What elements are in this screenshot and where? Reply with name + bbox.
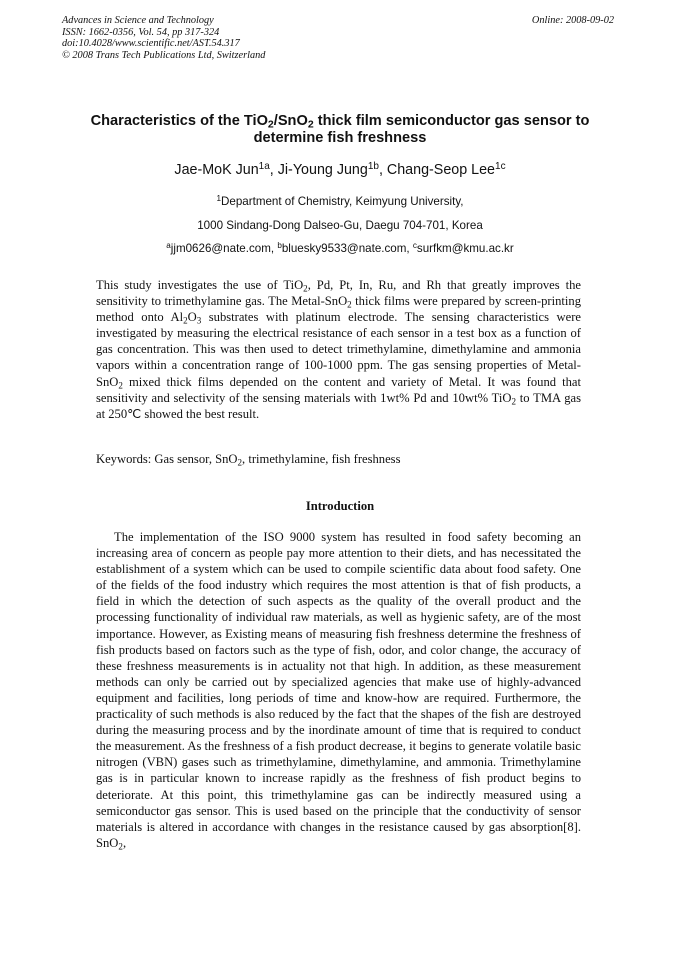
journal-doi: doi:10.4028/www.scientific.net/AST.54.317: [62, 38, 240, 50]
journal-name: Advances in Science and Technology: [62, 15, 214, 26]
keywords: Keywords: Gas sensor, SnO$_2$, trimethylamine, fish freshness: [96, 452, 401, 468]
author-name: Jae-MoK Jun: [174, 162, 259, 178]
email-link[interactable]: bluesky9533@nate.com: [281, 242, 407, 255]
journal-issn: ISSN: 1662-0356, Vol. 54, pp 317-324: [62, 26, 220, 38]
affiliation-line-1: $^1$Department of Chemistry, Keimyung University,: [216, 193, 464, 208]
abstract: This study investigates the use of TiO$_2$, Pd, Pt, In, Ru, and Rh that greatly improves the sensitivity to trimethylamine gas. The Metal-SnO$_2$ thick films were prepared by screen-printing method onto $Al_2O_3$ substrates with platinum electrode. The sensing characteristics were investigated by measuring the electrical resistance of each sensor in a test box as a function of gas concentration. This was then used to detect trimethylamine, dimethylamine and ammonia vapors within a concentration range of 100-1000 ppm. The gas sensing properties of Metal-SnO$_2$ mixed thick films depended on the content and variety of Metal. It was found that sensitivity and selectivity of the sensing materials with 1wt% Pd and 10wt% TiO$_2$ to TMA gas at 250℃ showed the best result.: [96, 278, 582, 421]
journal-copyright: © 2008 Trans Tech Publications Ltd, Switzerland: [62, 49, 266, 61]
author-name: Ji-Young Jung: [277, 162, 368, 178]
affiliation-line-2: 1000 Sindang-Dong Dalseo-Gu, Daegu 704-701, Korea: [197, 219, 483, 232]
journal-header: [62, 15, 265, 61]
author-emails: $^a$jjm0626@nate.com, $^b$bluesky9533@nate.com, $^c$surfkm@kmu.ac.kr: [166, 240, 514, 255]
author-list: Jae-MoK Jun$^{1a}$, Ji-Young Jung$^{1b}$, Chang-Seop Lee$^{1c}$: [174, 161, 506, 178]
online-date: Online: 2008-09-02: [531, 15, 614, 26]
section-heading-introduction: Introduction: [305, 499, 375, 513]
introduction-paragraph: The implementation of the ISO 9000 system has resulted in food safety becoming an increasing area of concern as people pay more attention to their diets, and has necessitated the establishment of a system which can be used to compile scientific data about food safety. One of the fields of the food industry which requires the most attention is that of fish products, a field in which the detection of such aspects as the quality of the overall product and the processing functionality of individual raw materials, as well as hygienic safety, are of the most importance. However, as Existing means of measuring fish freshness determine the freshness of fish products based on factors such as the type of fish, odor, and color change, the accuracy of these freshness measurements is in actuality not that high. In addition, as these measurement methods can only be carried out by specialized agencies that make use of highly-advanced equipment and facilities, long periods of time and know-how are required. Furthermore, the practicality of such methods is also reduced by the fact that the shapes of the fish are destroyed during the measuring process and by the inordinate amount of time that is required to conduct the measurement. As the freshness of a fish product decrease, it begins to generate volatile basic nitrogen (VBN) gases such as trimethylamine, dimethylamine, and ammonia. Trimethylamine gas is in particular known to increase rapidly as the freshness of fish product begins to deteriorate. At this point, this trimethylamine gas can be indirectly measured using a semiconductor gas sensor. This is used based on the principle that the conductivity of sensor materials is altered in accordance with changes in the resistance caused by gas absorption[8]. SnO$_2$,: [96, 530, 581, 852]
email-link[interactable]: jjm0626@nate.com: [170, 242, 271, 255]
paper-title: Characteristics of the TiO$_2$/SnO$_2$ thick film semiconductor gas sensor to determine fish freshness: [90, 113, 590, 146]
email-link[interactable]: surfkm@kmu.ac.kr: [416, 242, 514, 255]
author-name: Chang-Seop Lee: [386, 162, 496, 178]
